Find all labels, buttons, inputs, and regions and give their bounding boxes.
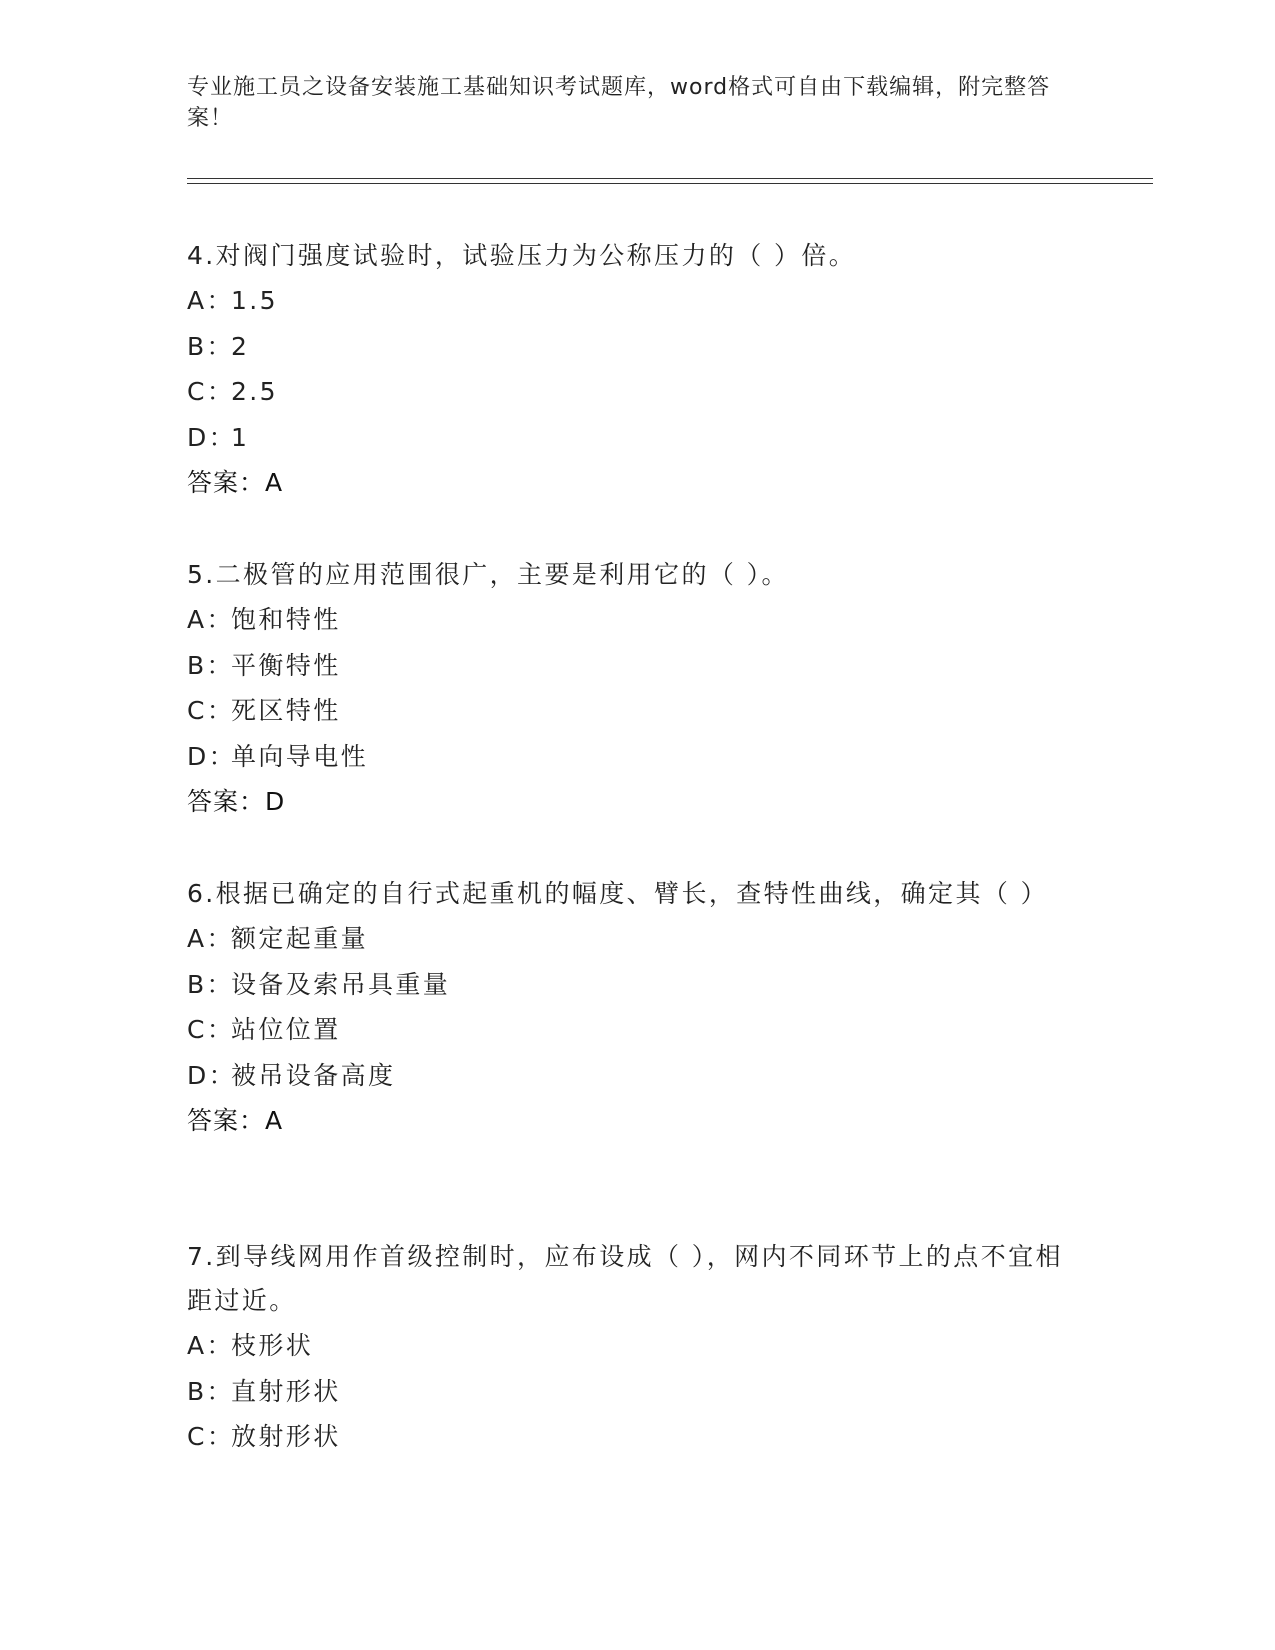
option-b [187,1369,1067,1415]
option-text: 站位位置 [231,1015,341,1044]
option-d [187,1053,1067,1099]
option-a [187,916,1067,962]
option-text: 被吊设备高度 [231,1060,396,1090]
option-text: 额定起重量 [231,924,369,953]
option-letter: B： [187,969,234,999]
option-c [187,688,1067,734]
option-a [187,278,1067,324]
question-4 [187,234,1067,505]
header-rule-bottom [187,183,1153,184]
answer-line: 答案：D [187,787,286,816]
document-header: 专业施工员之设备安装施工基础知识考试题库，word格式可自由下载编辑，附完整答案！ [187,75,1051,131]
option-text: 1 [231,422,250,452]
option-text: 死区特性 [231,696,341,725]
option-text: 平衡特性 [231,650,341,680]
option-c [187,1414,1067,1460]
option-b [187,324,1067,370]
option-letter: A： [187,1331,234,1360]
option-letter: D： [187,741,237,771]
option-letter: B： [187,331,234,361]
option-letter: A： [187,605,234,634]
option-c [187,369,1067,415]
option-b [187,962,1067,1008]
option-letter: B： [187,1376,234,1406]
option-letter: C： [187,1015,235,1044]
option-letter: A： [187,286,234,315]
option-a [187,597,1067,643]
option-letter: B： [187,650,234,680]
option-text: 设备及索吊具重量 [231,969,451,999]
question-7 [187,1235,1067,1460]
option-text: 2 [231,331,250,361]
option-text: 枝形状 [231,1331,314,1360]
question-text: 7.到导线网用作首级控制时，应布设成（ ），网内不同环节上的点不宜相距过近。 [187,1242,1063,1315]
option-text: 直射形状 [231,1376,341,1406]
option-letter: C： [187,696,235,725]
question-text: 6.根据已确定的自行式起重机的幅度、臂长，查特性曲线，确定其（ ） [187,879,1049,908]
option-text: 放射形状 [231,1422,341,1451]
option-letter: D： [187,1060,237,1090]
option-text: 2.5 [231,377,278,406]
option-letter: C： [187,1422,235,1451]
option-text: 1.5 [231,286,278,315]
option-text: 单向导电性 [231,741,369,771]
option-b [187,643,1067,689]
question-6 [187,872,1067,1143]
answer-line: 答案：A [187,1106,284,1135]
option-c [187,1007,1067,1053]
option-letter: C： [187,377,235,406]
answer-line: 答案：A [187,468,284,497]
option-letter: D： [187,422,237,452]
option-d [187,734,1067,780]
question-text: 5.二极管的应用范围很广，主要是利用它的（ ）。 [187,560,789,589]
option-a [187,1323,1067,1369]
option-text: 饱和特性 [231,605,341,634]
option-d [187,415,1067,461]
question-5 [187,553,1067,824]
question-text: 4.对阀门强度试验时，试验压力为公称压力的（ ）倍。 [187,241,857,270]
header-rule-top [187,178,1153,179]
option-letter: A： [187,924,234,953]
